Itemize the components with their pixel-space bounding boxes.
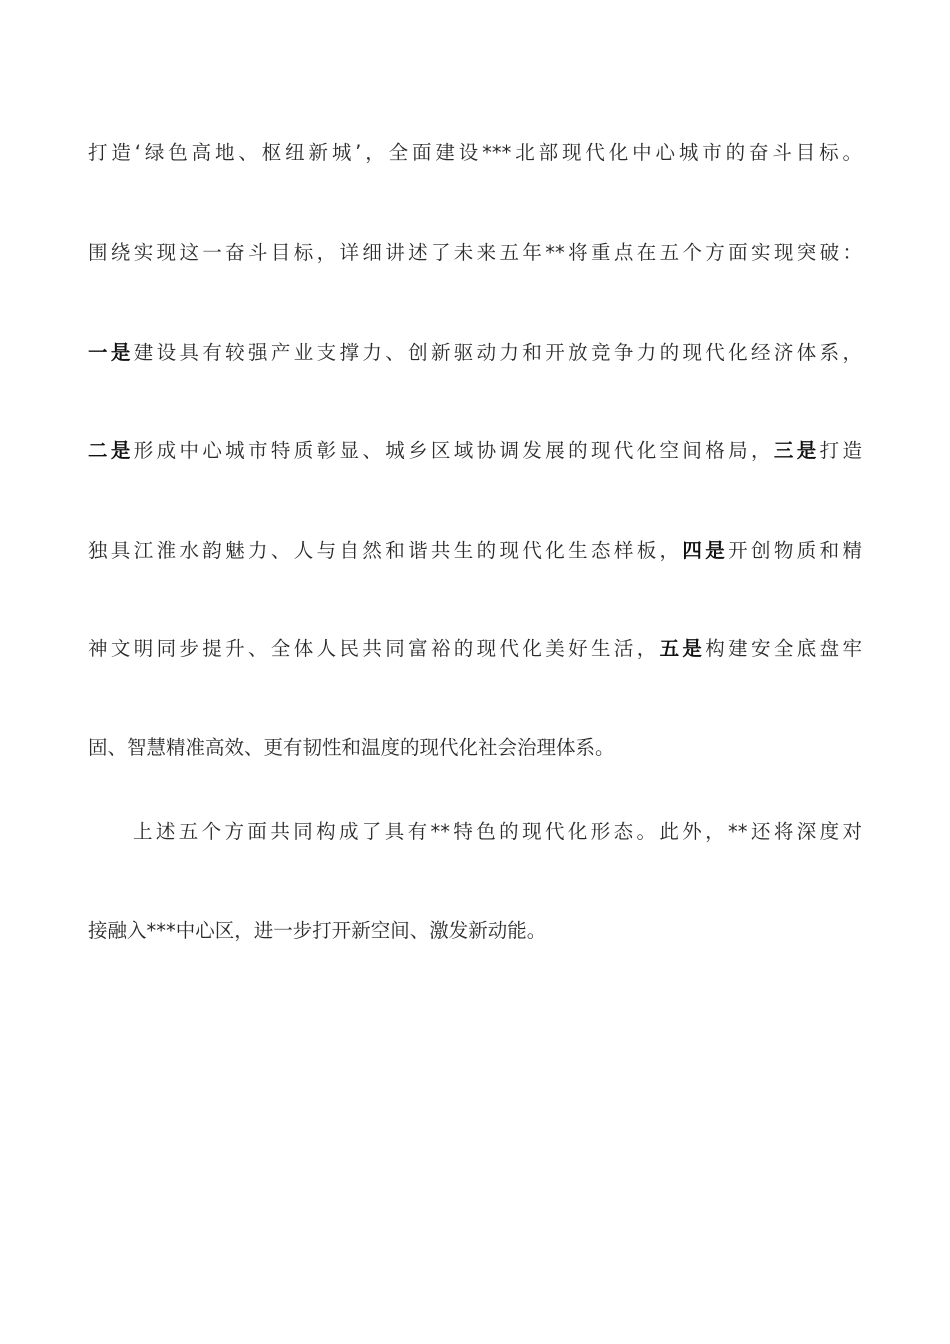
bold-label: 二是 <box>88 439 134 462</box>
text-run: 围绕实现这一奋斗目标，详细讲述了未来五年**将重点在五个方面实现突破： <box>88 241 862 264</box>
bold-label: 三是 <box>773 439 820 462</box>
text-line <box>88 916 862 946</box>
bold-label: 五是 <box>659 637 706 660</box>
text-run: 构建安全底盘牢 <box>705 637 862 660</box>
bold-label: 四是 <box>682 539 729 562</box>
text-line <box>133 817 862 847</box>
text-line <box>88 238 862 268</box>
text-run: 建设具有较强产业支撑力、创新驱动力和开放竞争力的现代化经济体系， <box>133 341 862 364</box>
text-line <box>88 138 862 168</box>
text-run: 接融入***中心区，进一步打开新空间、激发新动能。 <box>88 919 547 942</box>
text-run: 神文明同步提升、全体人民共同富裕的现代化美好生活， <box>88 637 660 660</box>
text-line <box>88 733 862 763</box>
text-run: 打造 <box>819 439 862 462</box>
text-line <box>88 634 862 664</box>
text-run: 上述五个方面共同构成了具有**特色的现代化形态。此外，**还将深度对 <box>133 820 862 843</box>
text-run: 固、智慧精准高效、更有韧性和温度的现代化社会治理体系。 <box>88 736 615 759</box>
bold-label: 一是 <box>88 341 134 364</box>
text-line <box>88 536 862 566</box>
text-run: 独具江淮水韵魅力、人与自然和谐共生的现代化生态样板， <box>88 539 683 562</box>
text-run: 开创物质和精 <box>728 539 862 562</box>
text-run: 打造‘绿色高地、枢纽新城’，全面建设***北部现代化中心城市的奋斗目标。 <box>88 141 862 164</box>
text-line <box>88 436 862 466</box>
text-run: 形成中心城市特质彰显、城乡区域协调发展的现代化空间格局， <box>133 439 774 462</box>
text-line <box>88 338 862 368</box>
